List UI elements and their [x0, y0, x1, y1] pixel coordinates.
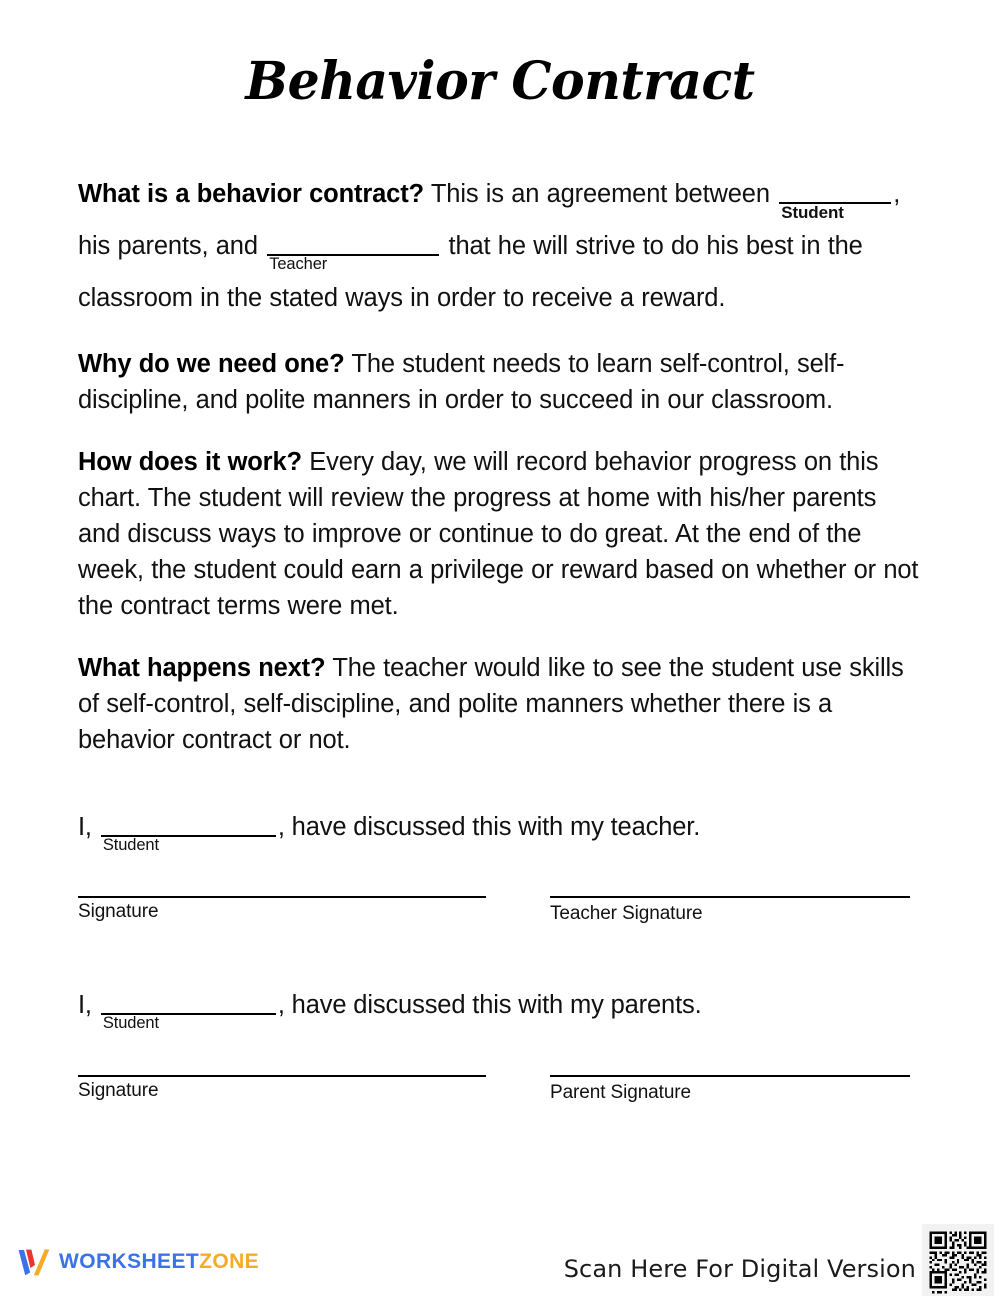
worksheetzone-wordmark: [59, 1250, 259, 1274]
signature-field-parent[interactable]: [550, 1075, 910, 1105]
paragraph-text-a: This is an agreement between: [423, 180, 778, 208]
statement-teacher: [78, 810, 924, 854]
logo-word-zone: ZONE: [199, 1250, 260, 1273]
signature-label-parent: Parent Signature: [550, 1082, 691, 1103]
scan-instruction-text: Scan Here For Digital Version: [563, 1255, 916, 1283]
paragraph-text-b: , his parents, and: [78, 180, 901, 260]
signature-field-teacher[interactable]: [550, 896, 910, 926]
blank-caption-teacher-1: Teacher: [269, 255, 328, 273]
qr-code[interactable]: [922, 1224, 994, 1296]
blank-caption-student-1: Student: [781, 203, 844, 222]
signature-label-teacher: Teacher Signature: [550, 903, 703, 924]
blank-student-1[interactable]: [779, 181, 891, 222]
statement-parent-prefix: I,: [78, 991, 99, 1019]
paragraph-why-need: [78, 346, 924, 418]
paragraph-lead-what-is: What is a behavior contract?: [78, 180, 424, 208]
signature-field-student-2[interactable]: [78, 1075, 486, 1103]
page-footer: [0, 1232, 1000, 1294]
signature-field-student-1[interactable]: [78, 896, 486, 924]
body-content: [78, 168, 924, 758]
blank-caption-student-3: Student: [102, 1014, 159, 1032]
signature-rule: [78, 896, 486, 898]
statement-teacher-suffix: , have discussed this with my teacher.: [277, 813, 701, 841]
signature-row-teacher: [78, 896, 924, 942]
page-title: Behavior Contract: [245, 51, 755, 112]
paragraph-lead-why-need: Why do we need one?: [78, 350, 345, 378]
paragraph-text-c: that he will strive to do his best in the classroom in the stated ways in order to receive a reward.: [78, 232, 863, 312]
logo-word-worksheet: WORKSHEET: [59, 1250, 200, 1273]
paragraph-what-next: [78, 650, 924, 758]
signature-label-student-2: Signature: [78, 1080, 159, 1101]
signature-rule: [550, 896, 910, 898]
statement-parent: [78, 988, 924, 1032]
statement-teacher-prefix: I,: [78, 813, 99, 841]
paragraph-how-works: [78, 444, 924, 624]
paragraph-text-why-need: The student needs to learn self-control, self-discipline, and polite manners in order to succeed in our classroom.: [78, 350, 845, 414]
paragraph-text-how-works: Every day, we will record behavior progress on this chart. The student will review the progress at home with his/her parents and discuss ways to improve or continue to do great. At the end of the week, the student could earn a privilege or reward based on whether or not the contract terms were met.: [78, 448, 919, 620]
paragraph-text-what-next: The teacher would like to see the student use skills of self-control, self-discipline, and polite manners whether there is a behavior contract or not.: [78, 654, 904, 754]
signature-rule: [550, 1075, 910, 1077]
paragraph-lead-how-works: How does it work?: [78, 448, 302, 476]
statement-parent-suffix: , have discussed this with my parents.: [277, 991, 702, 1019]
blank-student-teacher-statement[interactable]: [101, 814, 276, 854]
worksheetzone-w-icon: [16, 1246, 50, 1278]
worksheetzone-logo[interactable]: [16, 1246, 259, 1278]
signature-row-parent: [78, 1075, 924, 1121]
signature-label-student-1: Signature: [78, 901, 159, 922]
signature-rule: [78, 1075, 486, 1077]
paragraph-what-is: [78, 168, 924, 324]
blank-teacher-1[interactable]: [267, 233, 439, 273]
paragraph-lead-what-next: What happens next?: [78, 654, 326, 682]
blank-caption-student-2: Student: [102, 836, 159, 854]
blank-student-parent-statement[interactable]: [101, 992, 276, 1032]
